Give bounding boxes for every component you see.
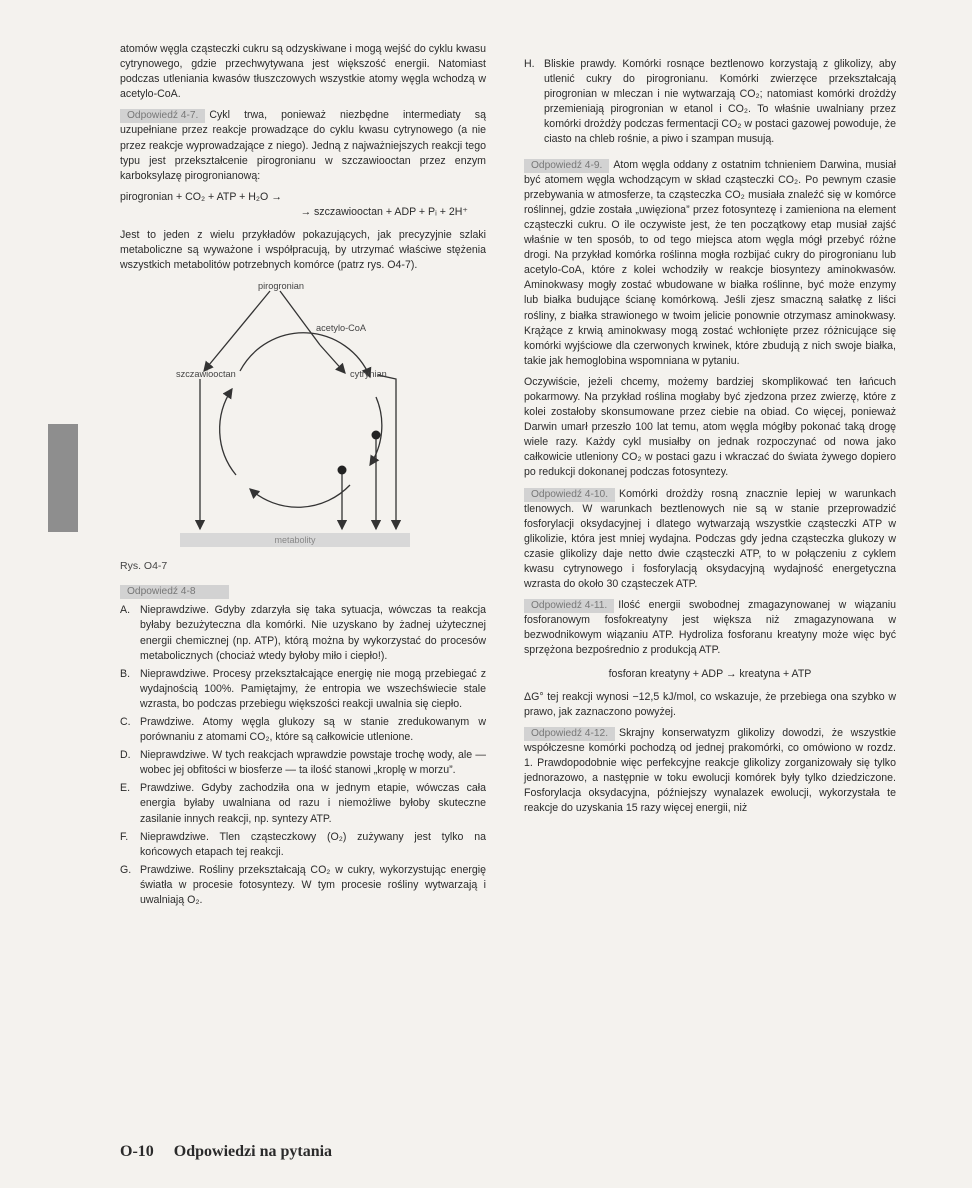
page-number: O-10 [120, 1143, 154, 1160]
answer-label: Odpowiedź 4-11. [524, 599, 614, 613]
answer-text: Komórki drożdży rosną znacznie lepiej w warunkach tlenowych. W warunkach beztlenowych nie są w stanie przeprowadzić fosforylacji oksydacyjnej i dlatego wytwarzają wszystkie cząsteczki ATP w glikolizie, która jest mniej wydajna. Podczas gdy jedna cząsteczka glukozy w czasie glikolizy daje netto dwie cząsteczki ATP, to w połączeniu z cyklem kwasu cytrynowego i fosforylacją oksydacyjną wydajność energetyczna wzrasta do około 30 cząsteczek ATP. [524, 487, 896, 591]
output-arrow-2 [378, 375, 396, 529]
list-marker: A. [120, 604, 131, 617]
intermediate-dot [338, 466, 347, 475]
page-footer [120, 1143, 332, 1161]
figure-caption: Rys. O4-7 [120, 560, 168, 573]
list-text: Bliskie prawdy. Komórki rosnące beztlenowo korzystają z glikolizy, aby utlenić cukry do pirogronianu. Komórki zwierzęce przekształcają pirogronian w mleczan i nie wytwarzają CO₂; natomiast komórki drożdży przemieniają pirogronian w etanol i CO₂. To właśnie uwalniany przez komórki drożdży podczas fermentacji CO₂ w postaci gazowej powoduje, że ciasto na chleb rośnie, a piwo i szampan musują. [544, 58, 896, 146]
answer-label: Odpowiedź 4-8 [120, 585, 229, 599]
answer-4-7 [120, 108, 486, 183]
cycle-arc-left [220, 389, 236, 475]
list-marker: F. [120, 830, 129, 843]
list-item [120, 863, 486, 908]
answer-text: Cykl trwa, ponieważ niezbędne intermediaty są uzupełniane przez reakcje prowadzące do cyklu kwasu cytrynowego (a nie przez reakcje wyprowadzające z niego). Jedną z najważniejszych reakcji tego typu jest przekształcenie pirogronianu w szczawiooctan przez enzym karboksylazę pirogronianową: [120, 109, 486, 182]
list-marker: G. [120, 863, 132, 876]
cycle-arc-bottom [250, 485, 350, 507]
list-item [120, 781, 486, 826]
paragraph: ΔG° tej reakcji wynosi −12,5 kJ/mol, co wskazuje, że przebiega ona szybko w prawo, jak zaznaczono powyżej. [524, 690, 896, 718]
running-title: Odpowiedzi na pytania [173, 1143, 333, 1160]
answer-text: Atom węgla oddany z ostatnim tchnieniem Darwina, musiał być atomem węgla wchodzącym w skład cząsteczki CO₂. Po pewnym czasie przebywania w atmosferze, ta cząsteczka CO₂ musiała znaleźć się w komórce roślinnej, gdzie została „uwięziona” przez fotosyntezę i zamieniona na element cząsteczki cukru. O ile oczywiste jest, że ten początkowy etap musiał zajść właśnie w ten sposób, to od tego miejsca atom węgla mógł przebyć różne drogi. Na przykład komórka roślinna mogła rozbijać cukry do pirogronianu lub acetylo-CoA, które z kolei wchodziły w reakcje biosyntezy aminokwasów. Aminokwasy mogły zostać wbudowane w białka roślinne, być może enzymy lub białka budujące ścianę komórkową. Jeśli zjesz smaczną sałatkę z liści rośliny, z białka strawionego w twoim jelicie ponownie otrzymasz aminokwasy. Krążące z krwią aminokwasy mogą zostać wchłonięte przez różnicujące się komórki wyjściowe dla czerwonych krwinek, które zbudują z nich swoje białka, takie jak hemoglobina wspomniana w pytaniu. [524, 158, 896, 367]
figure-o4-7 [120, 279, 460, 579]
answer-4-10 [524, 487, 896, 593]
arrow-pyruvate-acetyl [280, 291, 320, 345]
answer-4-8-list [120, 603, 486, 908]
chapter-tab [48, 424, 78, 532]
list-marker: B. [120, 667, 131, 680]
answer-text: Ilość energii swobodnej zmagazynowanej w wiązaniu fosforanowym fosfokreatyny jest większa niż zmagazynowana w bezwodnikowym wiązaniu ATP. Hydroliza fosforanu kreatyny może więc być sprzężona bezpośrednio z produkcją ATP. [524, 599, 896, 657]
arrow-acetyl-citrate [320, 345, 345, 373]
list-text: Prawdziwe. Rośliny przekształcają CO₂ w cukry, wykorzystując energię światła w procesie fotosyntezy. W tym procesie rośliny wytwarzają i uwalniają O₂. [140, 863, 486, 906]
list-text: Prawdziwe. Atomy węgla glukozy są w stanie zredukowanym w porównaniu z atomami CO₂, które są całkowicie utlenione. [140, 715, 486, 744]
answer-label: Odpowiedź 4-12. [524, 727, 615, 741]
list-text: Nieprawdziwe. Procesy przekształcające energię nie mogą przebiegać z wydajnością 100%. Pamiętajmy, że entropia we wszechświecie stale wzrasta, bo podczas przebiegu większości reakcji uwalnia się ciepło. [140, 667, 486, 710]
label-oxaloacetate: szczawiooctan [176, 369, 236, 380]
intermediate-dot [372, 431, 381, 440]
list-item [120, 603, 486, 663]
list-item [120, 715, 486, 745]
list-marker: C. [120, 715, 131, 728]
equation-line-2: → szczawiooctan + ADP + Pᵢ + 2H⁺ [300, 205, 468, 218]
right-column [524, 57, 896, 822]
answer-label: Odpowiedź 4-9. [524, 159, 609, 173]
list-text: Nieprawdziwe. Tlen cząsteczkowy (O₂) zużywany jest tylko na końcowych etapach tej reakcji. [140, 830, 486, 858]
paragraph: atomów węgla cząsteczki cukru są odzyskiwane i mogą wejść do cyklu kwasu cytrynowego, gdzie przechwytywana jest większość energii. Natomiast podczas utleniania kwasów tłuszczowych wszystkie atomy węgla wchodzą w acetylo-CoA. [120, 43, 486, 101]
list-marker: D. [120, 749, 131, 762]
answer-4-8-continued [524, 57, 896, 148]
list-marker: E. [120, 782, 131, 795]
arrow-pyruvate-oxaloacetate [204, 291, 270, 371]
list-text: Prawdziwe. Gdyby zachodziła ona w jednym etapie, wówczas cała energia byłaby uwalniana od razu i niemożliwe byłoby skuteczne zasilanie innych reakcji, np. syntezy ATP. [140, 782, 486, 825]
list-text: Nieprawdziwe. W tych reakcjach wprawdzie powstaje trochę wody, ale — wobec jej obfitości w biosferze — ta ilość stanowi „kroplę w morzu”. [140, 749, 486, 777]
answer-label: Odpowiedź 4-10. [524, 488, 615, 502]
list-item [120, 748, 486, 778]
list-item [524, 57, 896, 148]
answer-text: Skrajny konserwatyzm glikolizy dowodzi, że wszystkie współczesne komórki pochodzą od jednej prakomórki, co omówiono w rozdz. 1. Prawdopodobnie więc perfekcyjne reakcje glikolizy zorganizowały się tylko jednorazowo, a następnie w toku ewolucji komórek były tylko dziedziczone. Fosforylacja oksydacyjna, późniejszy wynalazek ewolucji, wykorzystała te reakcje do uzyskania 15 razy więcej energii, niż [524, 726, 896, 815]
label-acetyl-coa: acetylo-CoA [316, 323, 367, 334]
answer-label: Odpowiedź 4-7. [120, 109, 205, 123]
list-item [120, 830, 486, 860]
list-item [120, 667, 486, 712]
creatine-equation: fosforan kreatyny + ADP → kreatyna + ATP [608, 667, 812, 680]
equation-line-1: pirogronian + CO₂ + ATP + H₂O → [120, 190, 282, 203]
metabolites-bar: metabolity [180, 533, 410, 547]
paragraph: Jest to jeden z wielu przykładów pokazujących, jak precyzyjnie szlaki metaboliczne są wyważone i współpracują, by utrzymać właściwe stężenia wszystkich metabolitów potrzebnych komórce (patrz rys. O4-7). [120, 229, 486, 272]
list-marker: H. [524, 58, 535, 70]
answer-4-12 [524, 726, 896, 817]
label-citrate: cytrynian [350, 369, 387, 380]
label-pyruvate: pirogronian [258, 281, 304, 292]
paragraph: Oczywiście, jeżeli chcemy, możemy bardziej skomplikować ten łańcuch pokarmowy. Na przykład roślina mogłaby być zjedzona przez zwierzę, które z kolei zostałoby skonsumowane przez ciebie na obiad. Co więcej, ponieważ Darwin umarł przeszło 100 lat temu, atom węgla mógłby pokonać taką drogę wiele razy. Każdy cykl musiałby on jednak rozpoczynać od nowa jako całkowicie utleniony CO₂ w postaci gazu i wkraczać do świata żywego dopiero po redukcji dokonanej podczas fotosyntezy. [524, 375, 896, 479]
left-column [120, 42, 486, 911]
list-text: Nieprawdziwe. Gdyby zdarzyła się taka sytuacja, wówczas ta reakcja byłaby bezużyteczna dla komórki. Nie uzyskano by żadnej użytecznej energii chemicznej (np. ATP), którą można by wykorzystać do procesów metabolicznych (chociaż wtedy byłoby miło i ciepło!). [140, 604, 486, 662]
answer-4-11 [524, 598, 896, 658]
answer-4-9 [524, 158, 896, 369]
